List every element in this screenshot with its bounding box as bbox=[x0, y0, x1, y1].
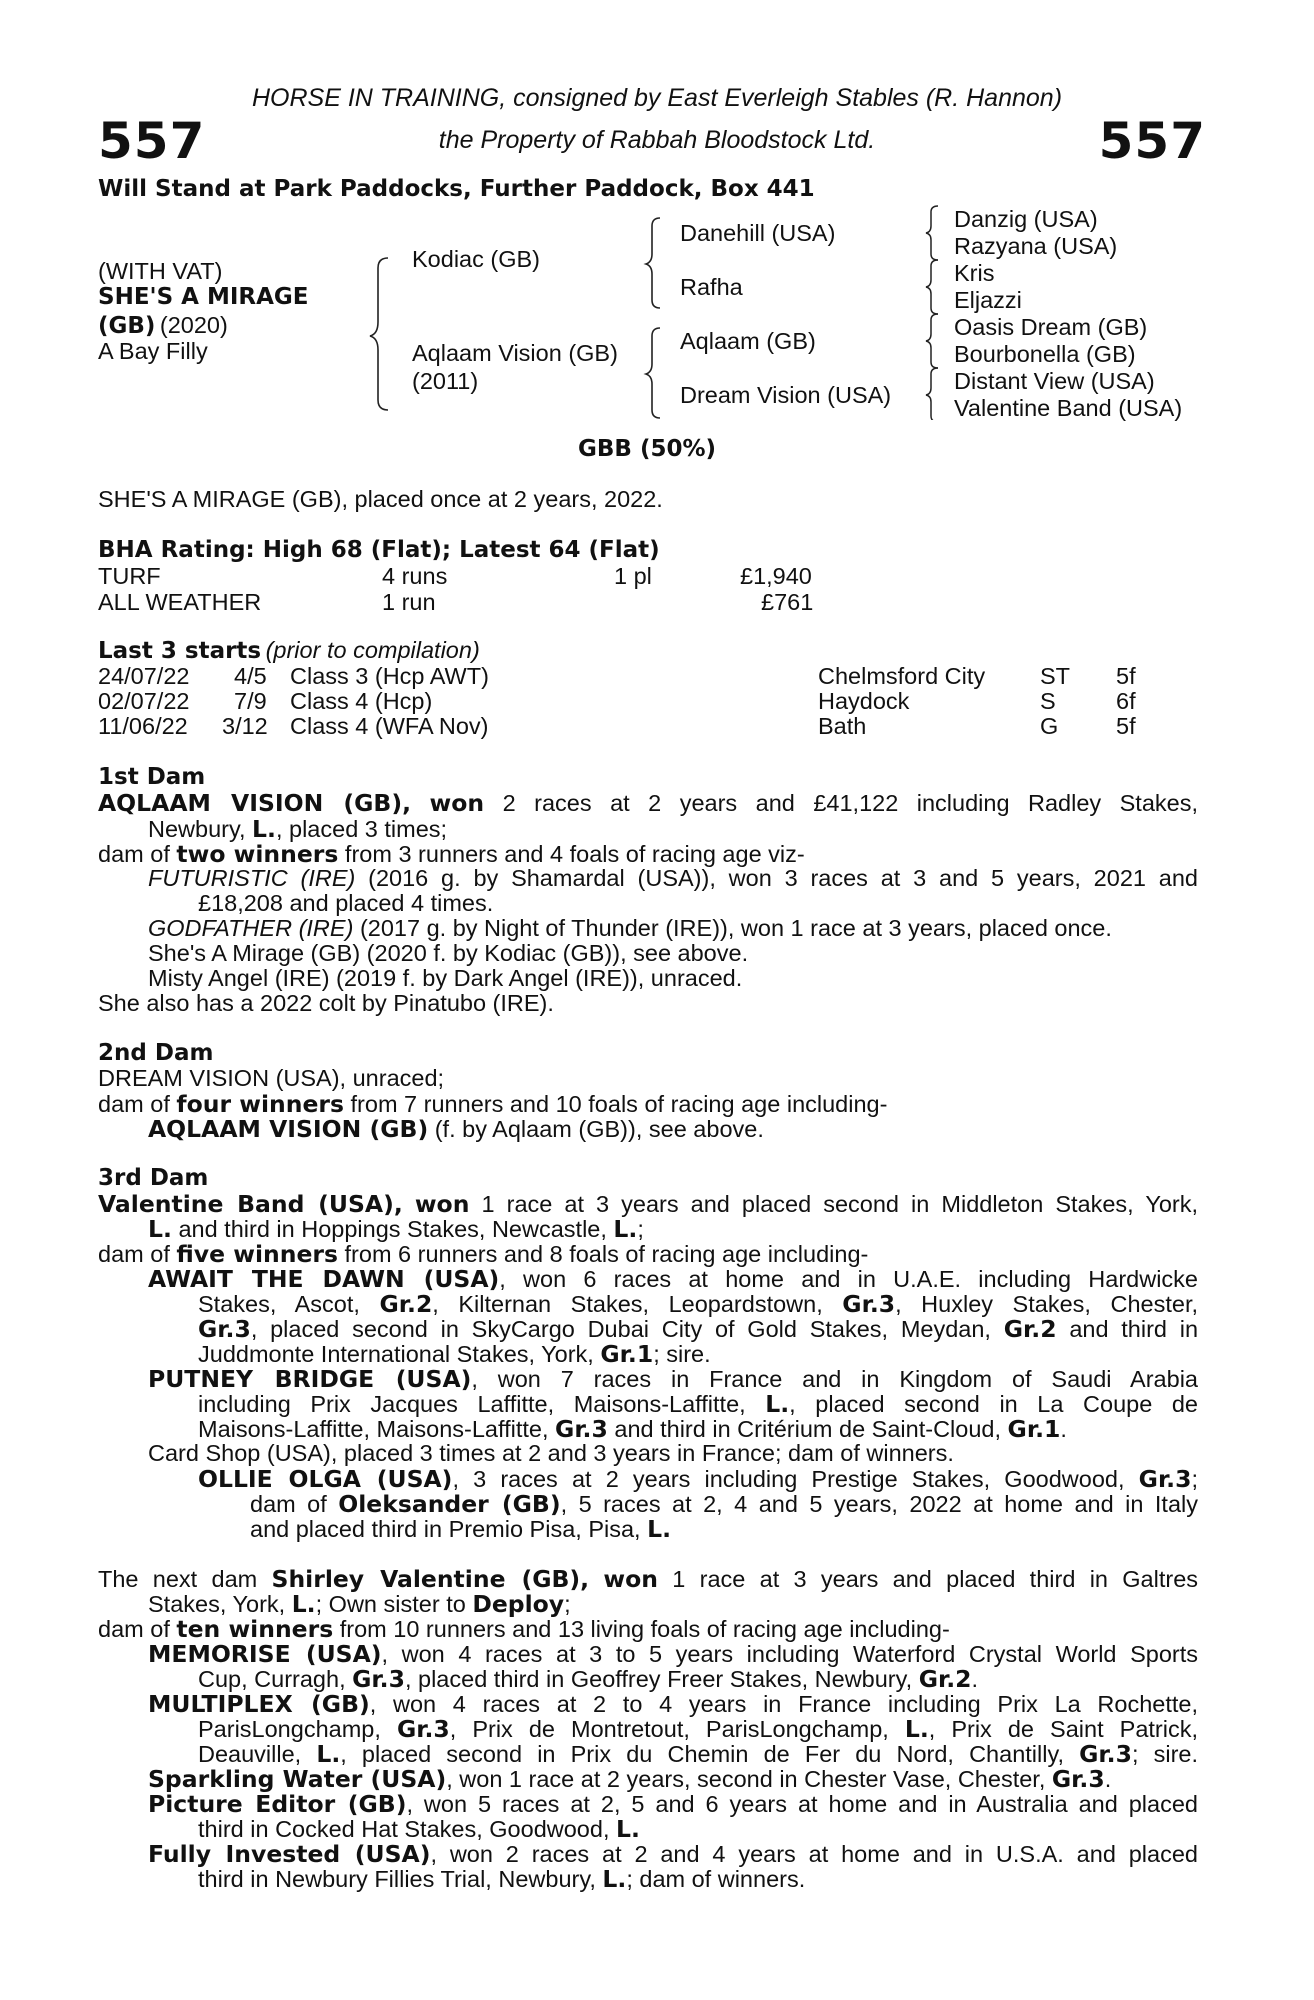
listed-marker: L. bbox=[252, 815, 276, 843]
produce-record: . bbox=[1060, 1416, 1067, 1442]
first-dam-line-3 bbox=[98, 840, 1198, 868]
pedigree-gen3-4: Eljazzi bbox=[954, 287, 1022, 313]
second-dam-line-2 bbox=[98, 1090, 1198, 1118]
next-dam-text: ; bbox=[564, 1591, 571, 1617]
listed-marker: L. bbox=[765, 1390, 790, 1418]
produce-await-the-dawn-3 bbox=[198, 1315, 1198, 1343]
pedigree-dam-sire: Aqlaam (GB) bbox=[680, 328, 816, 354]
next-dam-line-2 bbox=[148, 1590, 1198, 1618]
start-date: 24/07/22 bbox=[98, 663, 190, 689]
record-prize: £1,940 bbox=[740, 563, 812, 589]
start-course: Haydock bbox=[818, 688, 910, 714]
start-going: ST bbox=[1040, 663, 1071, 689]
winners-count: five winners bbox=[176, 1240, 338, 1268]
pedigree-sire-dam: Rafha bbox=[680, 274, 743, 300]
pedigree-gen3-8: Valentine Band (USA) bbox=[954, 395, 1183, 421]
next-dam-won: won bbox=[603, 1565, 658, 1593]
group-marker: Gr.3 bbox=[198, 1315, 251, 1343]
produce-record: third in Newbury Fillies Trial, Newbury, bbox=[198, 1866, 596, 1892]
produce-record: , 3 races at 2 years including Prestige Stakes, Goodwood, bbox=[452, 1466, 1125, 1492]
start-position: 7/9 bbox=[234, 688, 267, 714]
produce-record: Maisons-Laffitte, Maisons-Laffitte, bbox=[198, 1416, 549, 1442]
record-surface: ALL WEATHER bbox=[98, 589, 262, 615]
winners-count: ten winners bbox=[176, 1615, 334, 1643]
group-marker: Gr.1 bbox=[600, 1340, 654, 1368]
produce-record: , placed third in Geoffrey Freer Stakes, Newbury, bbox=[404, 1666, 913, 1692]
group-marker: Gr.3 bbox=[842, 1290, 896, 1318]
listed-marker: L. bbox=[602, 1865, 627, 1893]
produce-putney-bridge bbox=[148, 1365, 1198, 1393]
produce-record: , placed second in SkyCargo Dubai City of Gold Stakes, Meydan, bbox=[250, 1316, 991, 1342]
next-dam-text: dam of bbox=[98, 1616, 170, 1642]
listed-marker: L. bbox=[148, 1215, 172, 1243]
next-dam-name: Shirley Valentine (GB), bbox=[271, 1565, 590, 1593]
produce-putney-bridge-2 bbox=[198, 1390, 1198, 1418]
next-dam-text: Stakes, York, bbox=[148, 1591, 286, 1617]
produce-record: and placed third in Premio Pisa, Pisa, bbox=[250, 1516, 641, 1542]
first-dam-won: won bbox=[429, 789, 485, 817]
produce-record: ; sire. bbox=[1131, 1741, 1199, 1767]
group-marker: Gr.3 bbox=[555, 1415, 608, 1443]
last-starts-note: (prior to compilation) bbox=[265, 637, 480, 663]
group-marker: Gr.2 bbox=[918, 1665, 972, 1693]
first-dam-text: Newbury, bbox=[148, 816, 246, 842]
produce-record: Juddmonte International Stakes, York, bbox=[198, 1341, 594, 1367]
third-dam-text: and third in Hoppings Stakes, Newcastle, bbox=[178, 1216, 607, 1242]
third-dam-name: Valentine Band (USA), bbox=[98, 1190, 403, 1218]
group-marker: Gr.2 bbox=[1003, 1315, 1057, 1343]
next-dam-record: 1 race at 3 years and placed third in Galtres bbox=[672, 1566, 1199, 1592]
first-dam-line-1: AQLAAM VISION (GB), won 2 races at 2 years and £41,122 including Radley Stakes, bbox=[98, 789, 1199, 817]
produce-name: PUTNEY BRIDGE (USA) bbox=[148, 1365, 472, 1393]
produce-record: and third in Critérium de Saint-Cloud, bbox=[614, 1416, 1002, 1442]
group-marker: Gr.3 bbox=[1138, 1465, 1192, 1493]
pedigree-gen3-7: Distant View (USA) bbox=[954, 368, 1155, 394]
produce-record: Cup, Curragh, bbox=[198, 1666, 346, 1692]
start-course: Chelmsford City bbox=[818, 663, 986, 689]
listed-marker: L. bbox=[316, 1740, 341, 1768]
next-dam-line-3 bbox=[98, 1615, 1198, 1643]
horse-name: SHE'S A MIRAGE bbox=[98, 284, 309, 310]
produce-picture-editor-2 bbox=[198, 1815, 1198, 1843]
pedigree-gen3-5: Oasis Dream (GB) bbox=[954, 314, 1148, 340]
pedigree-brace-aqlaam bbox=[926, 314, 938, 368]
pedigree-brace-sire bbox=[646, 218, 660, 308]
group-marker: Gr.1 bbox=[1007, 1415, 1061, 1443]
produce-multiplex-2 bbox=[198, 1715, 1198, 1743]
produce-name: MEMORISE (USA) bbox=[148, 1640, 382, 1668]
winners-count: four winners bbox=[176, 1090, 344, 1118]
produce-name: AQLAAM VISION (GB) bbox=[148, 1115, 429, 1143]
start-date: 11/06/22 bbox=[98, 713, 188, 739]
produce-record: (2016 g. by Shamardal (USA)), won 3 races at 3 and 5 years, 2021 and bbox=[368, 865, 1198, 891]
produce-record: third in Cocked Hat Stakes, Goodwood, bbox=[198, 1816, 610, 1842]
produce-name: Sparkling Water (USA) bbox=[148, 1765, 447, 1793]
next-dam-line-1 bbox=[98, 1565, 1198, 1593]
produce-record: , won 5 races at 2, 5 and 6 years at home and in Australia and placed bbox=[406, 1791, 1198, 1817]
consignor-line: HORSE IN TRAINING, consigned by East Everleigh Stables (R. Hannon) bbox=[251, 84, 1063, 112]
pedigree-dam: Aqlaam Vision (GB) bbox=[412, 340, 618, 366]
pedigree-gen3-1: Danzig (USA) bbox=[954, 206, 1098, 232]
next-dam-text: from 10 runners and 13 living foals of racing age including- bbox=[339, 1616, 950, 1642]
produce-name: OLLIE OLGA (USA) bbox=[198, 1465, 453, 1493]
pedigree-gen3-3: Kris bbox=[954, 260, 995, 286]
produce-record: including Prix Jacques Laffitte, Maisons-Laffitte, bbox=[198, 1391, 746, 1417]
produce-record: , won 2 races at 2 and 4 years at home and in U.S.A. and placed bbox=[430, 1841, 1198, 1867]
third-dam-line-3 bbox=[98, 1240, 1198, 1268]
pedigree-dam-dam: Dream Vision (USA) bbox=[680, 382, 892, 408]
group-marker: Gr.2 bbox=[379, 1290, 433, 1318]
lot-number-left: 557 bbox=[98, 112, 206, 170]
produce-record: , 5 races at 2, 4 and 5 years, 2022 at home and in Italy bbox=[560, 1491, 1198, 1517]
first-dam-also: She also has a 2022 colt by Pinatubo (IRE). bbox=[98, 990, 554, 1016]
produce-record: , won 7 races in France and in Kingdom of Saudi Arabia bbox=[471, 1366, 1198, 1392]
first-dam-text: from 3 runners and 4 foals of racing age viz- bbox=[344, 841, 805, 867]
horse-origin: (GB) bbox=[98, 313, 156, 339]
pedigree-sire: Kodiac (GB) bbox=[412, 246, 540, 272]
stand-location: Will Stand at Park Paddocks, Further Paddock, Box 441 bbox=[98, 176, 815, 202]
bha-rating-heading: BHA Rating: High 68 (Flat); Latest 64 (Flat) bbox=[98, 537, 660, 563]
property-line: the Property of Rabbah Bloodstock Ltd. bbox=[438, 126, 876, 154]
produce-record: ; sire. bbox=[653, 1341, 711, 1367]
start-going: G bbox=[1040, 713, 1059, 739]
sibling-name: Deploy bbox=[472, 1590, 565, 1618]
second-dam-heading: 2nd Dam bbox=[98, 1040, 214, 1066]
racing-record-table bbox=[0, 563, 1314, 619]
produce-name: AWAIT THE DAWN (USA) bbox=[148, 1265, 500, 1293]
produce-fully-invested-2 bbox=[198, 1865, 1198, 1893]
produce-name: Oleksander (GB) bbox=[338, 1490, 561, 1518]
pedigree-brace-dam bbox=[646, 328, 660, 418]
group-marker: Gr.3 bbox=[396, 1715, 450, 1743]
group-marker: Gr.3 bbox=[1051, 1765, 1105, 1793]
produce-memorise-2 bbox=[198, 1665, 1198, 1693]
start-date: 02/07/22 bbox=[98, 688, 190, 714]
record-runs: 1 run bbox=[382, 589, 436, 615]
first-dam-heading: 1st Dam bbox=[98, 764, 206, 790]
horse-year: (2020) bbox=[159, 312, 228, 338]
produce-memorise bbox=[148, 1640, 1198, 1668]
third-dam-won: won bbox=[414, 1190, 470, 1218]
listed-marker: L. bbox=[647, 1515, 671, 1543]
produce-record: Deauville, bbox=[198, 1741, 302, 1767]
third-dam-text: dam of bbox=[98, 1241, 170, 1267]
produce-record: , won 4 races at 2 to 4 years in France including Prix La Rochette, bbox=[369, 1691, 1198, 1717]
third-dam-record: 1 race at 3 years and placed second in Middleton Stakes, York, bbox=[481, 1191, 1199, 1217]
last-starts-table bbox=[0, 663, 1314, 743]
third-dam-line-2 bbox=[148, 1215, 1198, 1243]
produce-misty-angel: Misty Angel (IRE) (2019 f. by Dark Angel (IRE)), unraced. bbox=[148, 965, 743, 991]
produce-await-the-dawn-4 bbox=[198, 1340, 1198, 1368]
second-dam-line-3 bbox=[148, 1115, 1198, 1143]
produce-name: MULTIPLEX (GB) bbox=[148, 1690, 370, 1718]
produce-record: dam of bbox=[250, 1491, 327, 1517]
produce-shes-a-mirage: She's A Mirage (GB) (2020 f. by Kodiac (GB)), see above. bbox=[148, 940, 749, 966]
pedigree-brace-gen1 bbox=[370, 258, 388, 410]
start-race: Class 4 (WFA Nov) bbox=[290, 713, 489, 739]
produce-multiplex-3 bbox=[198, 1740, 1198, 1768]
start-course: Bath bbox=[818, 713, 867, 739]
start-race: Class 3 (Hcp AWT) bbox=[290, 663, 489, 689]
produce-sparkling-water bbox=[148, 1765, 1198, 1793]
produce-name: Picture Editor (GB) bbox=[148, 1790, 407, 1818]
produce-futuristic-cont: £18,208 and placed 4 times. bbox=[198, 890, 494, 916]
produce-name: GODFATHER (IRE) bbox=[148, 915, 354, 941]
group-marker: Gr.3 bbox=[352, 1665, 405, 1693]
produce-record: , won 1 race at 2 years, second in Chester Vase, Chester, bbox=[446, 1766, 1046, 1792]
start-distance: 5f bbox=[1116, 713, 1136, 739]
first-dam-line-2 bbox=[148, 815, 1198, 843]
third-dam-text: ; bbox=[637, 1216, 644, 1242]
produce-record: , Kilternan Stakes, Leopardstown, bbox=[432, 1291, 823, 1317]
produce-godfather bbox=[148, 915, 1198, 942]
produce-await-the-dawn bbox=[148, 1265, 1198, 1293]
start-going: S bbox=[1040, 688, 1056, 714]
produce-name: Fully Invested (USA) bbox=[148, 1840, 431, 1868]
produce-record: (f. by Aqlaam (GB)), see above. bbox=[434, 1116, 764, 1142]
next-dam-text: The next dam bbox=[98, 1566, 258, 1592]
produce-putney-bridge-3 bbox=[198, 1415, 1198, 1443]
group-marker: Gr.3 bbox=[1079, 1740, 1132, 1768]
start-position: 3/12 bbox=[222, 713, 268, 739]
gbb-percentage: GBB (50%) bbox=[578, 436, 717, 462]
winners-count: two winners bbox=[176, 840, 339, 868]
produce-record: , Prix de Saint Patrick, bbox=[928, 1716, 1198, 1742]
produce-record: , Prix de Montretout, ParisLongchamp, bbox=[449, 1716, 889, 1742]
produce-record: , placed second in La Coupe de bbox=[789, 1391, 1198, 1417]
third-dam-text: from 6 runners and 8 foals of racing age including- bbox=[344, 1241, 869, 1267]
listed-marker: L. bbox=[613, 1215, 638, 1243]
first-dam-record: 2 races at 2 years and £41,122 including Radley Stakes, bbox=[502, 790, 1199, 816]
produce-record: and third in bbox=[1069, 1316, 1199, 1342]
produce-record: , won 6 races at home and in U.A.E. including Hardwicke bbox=[499, 1266, 1198, 1292]
listed-marker: L. bbox=[291, 1590, 316, 1618]
produce-name: FUTURISTIC (IRE) bbox=[148, 865, 356, 891]
produce-ollie-olga-2 bbox=[250, 1490, 1198, 1518]
second-dam-text: from 7 runners and 10 foals of racing age including- bbox=[350, 1091, 888, 1117]
produce-card-shop: Card Shop (USA), placed 3 times at 2 and 3 years in France; dam of winners. bbox=[148, 1440, 954, 1466]
produce-record: (2017 g. by Night of Thunder (IRE)), won 1 race at 3 years, placed once. bbox=[359, 915, 1112, 941]
produce-futuristic bbox=[148, 865, 1198, 892]
horse-summary: SHE'S A MIRAGE (GB), placed once at 2 years, 2022. bbox=[98, 486, 663, 512]
pedigree-brace-danehill bbox=[926, 206, 938, 260]
produce-record: , won 4 races at 3 to 5 years including Waterford Crystal World Sports bbox=[381, 1641, 1198, 1667]
second-dam-text: dam of bbox=[98, 1091, 170, 1117]
record-runs: 4 runs bbox=[382, 563, 448, 589]
last-starts-heading-row bbox=[98, 637, 480, 664]
record-placed: 1 pl bbox=[614, 563, 652, 589]
pedigree-brace-rafha bbox=[926, 260, 938, 314]
produce-record: ; dam of winners. bbox=[626, 1866, 806, 1892]
produce-ollie-olga-3 bbox=[250, 1515, 1198, 1543]
first-dam-name: AQLAAM VISION (GB) bbox=[98, 789, 403, 817]
record-surface: TURF bbox=[98, 563, 161, 589]
start-distance: 5f bbox=[1116, 663, 1136, 689]
first-dam-text: dam of bbox=[98, 841, 170, 867]
start-position: 4/5 bbox=[234, 663, 267, 689]
start-race: Class 4 (Hcp) bbox=[290, 688, 433, 714]
pedigree-sire-sire: Danehill (USA) bbox=[680, 220, 836, 246]
first-dam-text: , placed 3 times; bbox=[275, 816, 448, 842]
produce-picture-editor bbox=[148, 1790, 1198, 1818]
record-prize: £761 bbox=[761, 589, 814, 615]
produce-fully-invested bbox=[148, 1840, 1198, 1868]
pedigree-gen3-2: Razyana (USA) bbox=[954, 233, 1118, 259]
produce-record: ParisLongchamp, bbox=[198, 1716, 381, 1742]
third-dam-heading: 3rd Dam bbox=[98, 1165, 209, 1191]
produce-record: . bbox=[971, 1666, 979, 1692]
lot-number-right: 557 bbox=[1098, 112, 1206, 170]
produce-multiplex bbox=[148, 1690, 1198, 1718]
pedigree-brace-dream-vision bbox=[926, 368, 938, 420]
pedigree-gen3-6: Bourbonella (GB) bbox=[954, 341, 1136, 367]
produce-record: Stakes, Ascot, bbox=[198, 1291, 360, 1317]
horse-description: A Bay Filly bbox=[98, 338, 208, 364]
produce-record: . bbox=[1104, 1766, 1112, 1792]
start-distance: 6f bbox=[1116, 688, 1136, 714]
listed-marker: L. bbox=[904, 1715, 929, 1743]
second-dam-line-1: DREAM VISION (USA), unraced; bbox=[98, 1065, 445, 1091]
produce-record: , Huxley Stakes, Chester, bbox=[895, 1291, 1198, 1317]
produce-ollie-olga bbox=[198, 1465, 1198, 1493]
produce-await-the-dawn-2 bbox=[198, 1290, 1198, 1318]
vat-note: (WITH VAT) bbox=[98, 258, 223, 284]
third-dam-line-1 bbox=[98, 1190, 1198, 1218]
pedigree-dam-year: (2011) bbox=[412, 368, 479, 394]
listed-marker: L. bbox=[616, 1815, 640, 1843]
last-starts-heading: Last 3 starts bbox=[98, 638, 262, 664]
next-dam-text: ; Own sister to bbox=[315, 1591, 466, 1617]
produce-record: ; bbox=[1191, 1466, 1198, 1492]
produce-record: , placed second in Prix du Chemin de Fer du Nord, Chantilly, bbox=[340, 1741, 1064, 1767]
